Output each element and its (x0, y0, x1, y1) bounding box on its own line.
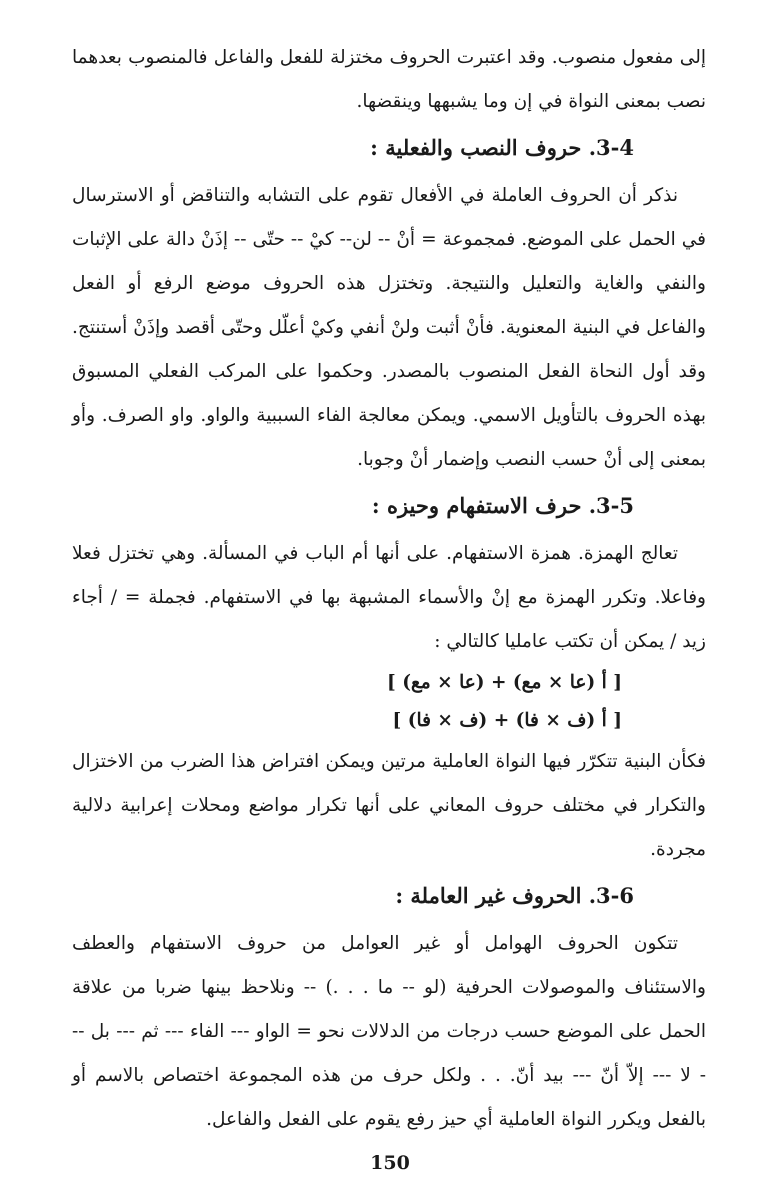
section-heading-3-6: 3-6. الحروف غير العاملة : (395, 883, 634, 908)
paragraph-structure-repetition: فكأن البنية تتكرّر فيها النواة العاملية مرتين ويمكن افتراض هذا الضرب من الاختزال والتكرار في مختلف حروف المعاني على أنها تكرار مواضع ومحلات إعرابية دلالية مجردة. (72, 751, 706, 860)
section-heading-3-4: 3-4. حروف النصب والفعلية : (370, 135, 634, 160)
formula-line-1: [ أ (عا × مع) + (عا × مع) ] (387, 672, 622, 693)
section-heading-3-5: 3-5. حرف الاستفهام وحيزه : (371, 493, 634, 518)
formula-line-2: [ أ (ف × فا) + (ف × فا) ] (392, 710, 622, 731)
paragraph-nasb-letters: نذكر أن الحروف العاملة في الأفعال تقوم على التشابه والتناقض أو الاسترسال في الحمل على الموضع. فمجموعة = أنْ -- لن-- كيْ -- حتّى -- إذَنْ دالة على الإثبات والنفي والغاية والتعليل والنتيجة. وتختزل هذه الحروف موضع الرفع أو الفعل والفاعل في البنية المعنوية. فأنْ أثبت ولنْ أنفي وكيْ أعلّل وحتّى أقصد وإذَنْ أستنتج. وقد أول النحاة الفعل المنصوب بالمصدر. وحكموا على المركب الفعلي المسبوق بهذه الحروف بالتأويل الاسمي. ويمكن معالجة الفاء السببية والواو. واو الصرف. وأو بمعنى إلى أنْ حسب النصب وإضمار أنْ وجوبا. (72, 185, 706, 470)
paragraph-intro: إلى مفعول منصوب. وقد اعتبرت الحروف مختزلة للفعل والفاعل فالمنصوب بعدهما نصب بمعنى النواة في إن وما يشبهها وينقضها. (72, 47, 706, 112)
page-body (72, 36, 706, 1142)
paragraph-interrogative: تعالج الهمزة. همزة الاستفهام. على أنها أم الباب في المسألة. وهي تختزل فعلا وفاعلا. وتكرر الهمزة مع إنْ والأسماء المشبهة بها في الاستفهام. فجملة = / أجاء زيد / يمكن أن تكتب عامليا كالتالي : (72, 543, 706, 652)
page-number: 150 (370, 1152, 410, 1174)
paragraph-non-governing-letters: تتكون الحروف الهوامل أو غير العوامل من حروف الاستفهام والعطف والاستئناف والموصولات الحرفية (لو -- ما . . .) -- ونلاحظ بينها ضربا من علاقة الحمل على الموضع حسب درجات من الدلالات نحو = الواو --- الفاء --- ثم --- بل --- لا --- إلاّ أنّ --- بيد أنّ. . . ولكل حرف من هذه المجموعة اختصاص بالاسم أو بالفعل ويكرر النواة العاملية أي حيز رفع يقوم على الفعل والفاعل. (72, 933, 706, 1130)
